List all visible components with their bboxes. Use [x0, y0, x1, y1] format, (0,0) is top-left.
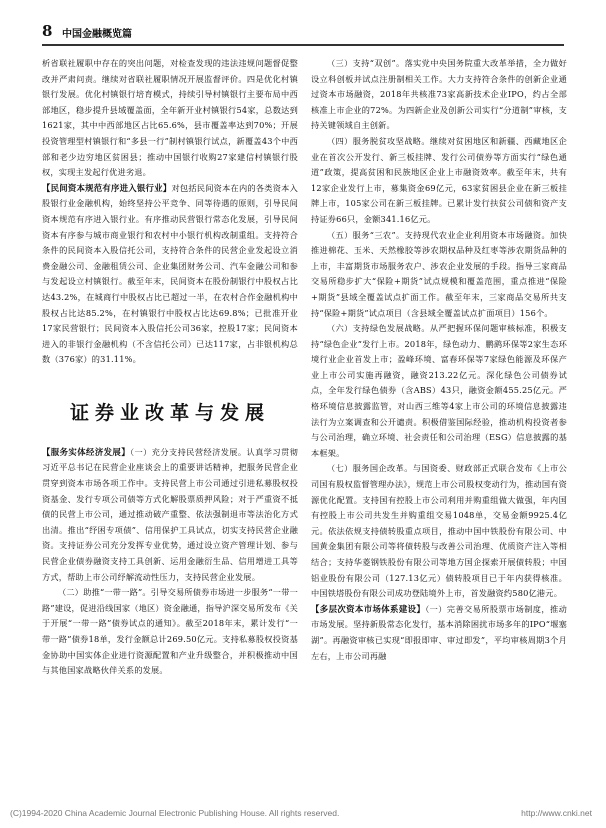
paragraph: （七）服务国企改革。与国资委、财政部正式联合发布《上市公司国有股权监督管理办法》，规范上市公司股权变动行为，推动国有资源优化配置。支持国有控股上市公司利用并购重组做大做强，年内国有控股上市公司共发生并购重组交易1048单，交易金额9925.4亿元。依法依规支持债转股重点项目，推动中国中铁股份有限公司、中国黄金集团有限公司等将债转股与改善公司治理、优质资产注入等相结合；支持华菱钢铁股份有限公司等地方国企探索开展债转股；中国铝业股份有限公司（127.13亿元）债转股项目已于年内获得核准。中国铁塔股份有限公司成功登陆境外上市，首发融资约580亿港元。 — [311, 463, 567, 599]
spacer — [42, 368, 298, 394]
footer-url: http://www.cnki.net — [521, 808, 592, 818]
paragraph-body: （一）充分支持民营经济发展。认真学习贯彻习近平总书记在民营企业座谈会上的重要讲话精神，把服务民营企业贯穿到资本市场各项工作中。支持民营上市公司通过引进私募股权投资基金、发行专项公司债等方式化解股票质押风险；对于严重资不抵债的民营上市公司，通过推动破产重整、依法强制退市等法治化方式出清。推出“纾困专项债”、信用保护工具试点，切实支持民营企业融资。支持证券公司充分发挥专业优势，通过设立资产管理计划、参与民营企业债券融资支持工具创新、运用金融衍生品、信用增进工具等方式，帮助上市公司纾解流动性压力，支持民营企业发展。 — [42, 446, 299, 582]
section-title: 证券业改革与发展 — [69, 401, 270, 424]
page-header — [42, 22, 564, 44]
paragraph-private-capital — [42, 181, 298, 368]
section-tag: 【服务实体经济发展】 — [42, 446, 131, 457]
section-tag: 【民间资本规范有序进入银行业】 — [42, 182, 172, 193]
paragraph: （六）支持绿色发展战略。从严把握环保问题审核标准，积极支持“绿色企业”发行上市。2018年，绿色动力、鹏鹞环保等2家生态环境行业企业首发上市；盈峰环境、富春环保等7家绿色能源及环保产业上市公司实施再融资，融资213.22亿元。深化绿色公司债券试点，全年发行绿色债券（含ABS）43只，融资金额455.25亿元。严格环境信息披露监管，对山西三维等4家上市公司的环境信息披露违法行为立案调查和公开谴责。积极借鉴国际经验，推动机构投资者参与公司治理，确立环境、社会责任和公司治理（ESG）信息披露的基本框架。 — [311, 323, 567, 458]
right-column — [311, 56, 567, 664]
paragraph: （五）服务“三农”。支持现代农业企业利用资本市场融资。加快推进棉花、玉米、天然橡胶等涉农期权品种及红枣等涉农期货品种的上市，丰富期货市场服务农户、涉农企业发展的手段。指导三家商品交易所稳步扩大“保险+期货”试点规模和覆盖范围，重点推进“保险+期货”县域全覆盖试点扩面工作。截至年末，三家商品交易所共支持“保险+期货”试点项目（含县域全覆盖试点扩面项目）156个。 — [311, 229, 567, 318]
paragraph: 析省联社履职中存在的突出问题，对检查发现的违法违规问题督促整改并严肃问责。继续对省联社履职情况开展监督评价。四是优化村镇银行发展。优化村镇银行培育模式，持续引导村镇银行主要布局中西部地区，稳步提升县域覆盖面，全年新开业村镇银行54家，总数达到1621家，其中中西部地区占比65.6%，县市覆盖率达到70%；开展投资管理型村镇银行和“多县一行”制村镇银行试点，新覆盖43个中西部和老少边穷地区贫困县；推动中国银行收购27家建信村镇银行股权，实现主发起行优进劣退。 — [42, 58, 298, 178]
copyright-notice: (C)1994-2020 China Academic Journal Electronic Publishing House. All rights reserved. — [10, 808, 340, 818]
paragraph-body: （一）完善交易所股票市场制度，推动市场发展。坚持新股常态化发行，基本消除困扰市场多年的IPO“堰塞湖”。再融资审核已实现“即报即审、审过即发”，平均审核周期3个月左右，上市公司再融 — [311, 603, 567, 661]
running-title: 中国金融概览篇 — [62, 29, 132, 40]
spacer — [42, 429, 298, 445]
paragraph: （三）支持“双创”。落实党中央国务院重大改革举措，全力做好设立科创板并试点注册制相关工作。大力支持符合条件的创新企业通过资本市场融资，2018年共核准73家高新技术企业IPO，约占全部核准上市企业的72%。为四新企业及创新公司实行“分道制”审核，支持关键领域自主创新。 — [311, 58, 567, 131]
paragraph-body: 对包括民间资本在内的各类资本入股银行业金融机构，始终坚持公平竞争、同等待遇的原则，引导民间资本规范有序进入银行业。有序推动民营银行常态化发展，引导民间资本有序参与城市商业银行和农村中小银行机构改制重组。支持符合条件的民间资本入股信托公司，支持符合条件的民营企业发起设立消费金融公司、金融租赁公司、企业集团财务公司、汽车金融公司和参与发起设立村镇银行。截至年末，民间资本在股份制银行中股权占比达43.2%，在城商行中股权占比已超过一半，在农村合作金融机构中股权占比达85.2%，在村镇银行中股权占比达69.8%；已批准开业17家民营银行；民间资本入股信托公司36家，控股17家；民间资本进入的非银行金融机构（不含信托公司）已达117家，占非银机构总数（376家）的31.11%。 — [42, 182, 298, 365]
paragraph-multilevel-market — [311, 602, 567, 664]
section-tag: 【多层次资本市场体系建设】 — [311, 603, 426, 614]
left-column — [42, 56, 298, 679]
page-number: 8 — [42, 22, 53, 40]
paragraph: （四）服务脱贫攻坚战略。继续对贫困地区和新疆、西藏地区企业在首次公开发行、新三板挂牌、发行公司债券等方面实行“绿色通道”政策，提高贫困和民族地区企业上市融资效率。截至年末，共有12家企业发行上市，募集资金69亿元，63家贫困县企业在新三板挂牌上市，105家公司在新三板挂牌。已累计发行扶贫公司债和资产支持证券66只，金额341.16亿元。 — [311, 135, 567, 224]
header-rule — [42, 44, 564, 46]
paragraph-real-economy — [42, 445, 298, 585]
paragraph: （二）助推“一带一路”。引导交易所债券市场进一步服务“一带一路”建设，促进沿线国家（地区）资金融通，指导沪深交易所发布《关于开展“一带一路”债券试点的通知》。截至2018年末，累计发行“一带一路”债券18单，发行金额总计269.50亿元。支持私募股权投资基金协助中国实体企业进行资源配置和产业升级整合，并积极推动中国与其他国家战略伙伴关系的发展。 — [42, 587, 299, 676]
